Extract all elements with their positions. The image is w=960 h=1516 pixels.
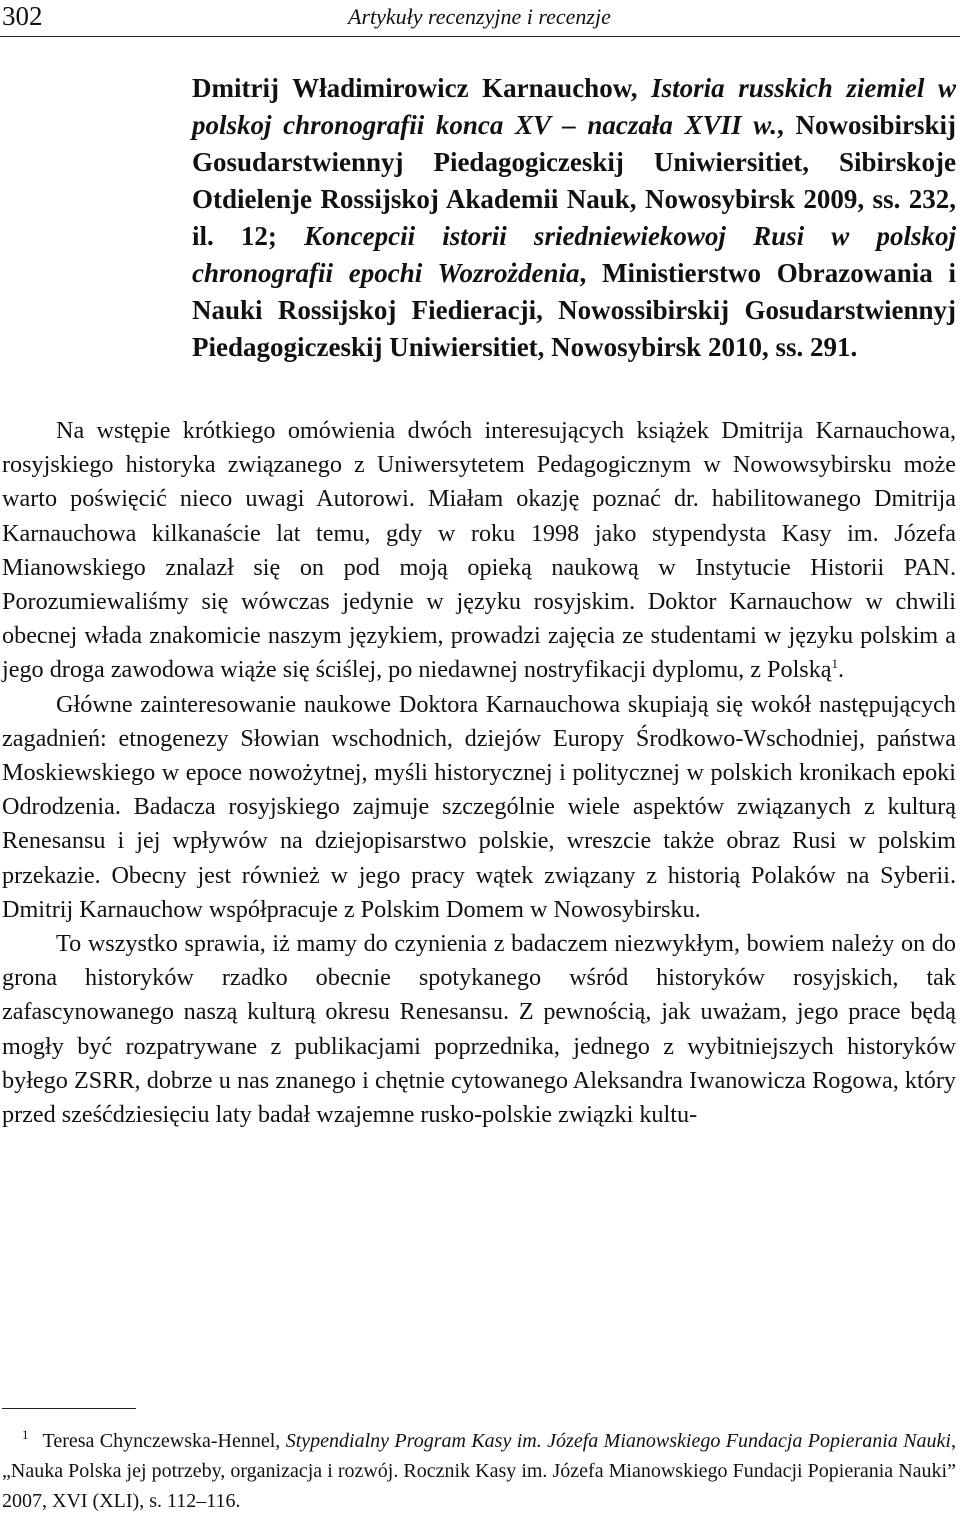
footnote-title: Stypendialny Program Kasy im. Józefa Mianowskiego Fundacja Popierania Nauki [285, 1430, 951, 1452]
running-title: Artykuły recenzyjne i recenzje [348, 4, 611, 29]
biblio-title-2: Koncepcii istorii sriedniewiekowoj Rusi w polskoj chronografii epochi Wozrożdenia [192, 221, 957, 288]
footnote-number: 1 [22, 1427, 29, 1442]
paragraph-1 [2, 414, 956, 688]
paragraph-2: Główne zainteresowanie naukowe Doktora Karnauchowa skupiają się wokół następujących zagadnień: etnogenezy Słowian wschodnich, dziejów Europy Środkowo-Wschodniej, państwa Moskiewskiego w epoce nowożytnej, myśli historycznej i politycznej w polskich kronikach epoki Odrodzenia. Badacza rosyjskiego zajmuje szczególnie wiele aspektów związanych z kulturą Renesansu i jej wpływów na dziejopisarstwo polskie, wreszcie także obraz Rusi w polskim przekazie. Obecny jest również w jego pracy wątek związany z historią Polaków na Syberii. Dmitrij Karnauchow współpracuje z Polskim Domem w Nowosybirsku. [2, 690, 956, 923]
footnote [2, 1426, 956, 1516]
footnote-rule [2, 1408, 136, 1409]
header-rule [0, 36, 960, 37]
running-head [0, 0, 960, 36]
bibliographic-entry [192, 70, 956, 366]
biblio-publisher-1: , Nowosibirskij Gosudarstwiennyj Piedagogiczeskij Uniwiersitiet, Sibirskoje Otdielenje Rossijskoj Akademii Nauk, Nowosybirsk 2009, ss. 232, il. 12; [192, 110, 956, 251]
footnote-author: Teresa Chynczewska-Hennel, [42, 1430, 286, 1452]
paragraph-3: To wszystko sprawia, iż mamy do czynienia z badaczem niezwykłym, bowiem należy on do grona historyków rzadko obecnie spotykanego wśród historyków rosyjskich, tak zafascynowanego naszą kulturą okresu Renesansu. Z pewnością, jak uważam, jego prace będą mogły być rozpatrywane z publikacjami poprzednika, jednego z wybitniejszych historyków byłego ZSRR, dobrze u nas znanego i chętnie cytowanego Aleksandra Iwanowicza Rogowa, który przed sześćdziesięciu laty badał wzajemne rusko-polskie związki kultu- [2, 930, 956, 1129]
paragraph-1-text: Na wstępie krótkiego omówienia dwóch interesujących książek Dmitrija Karnauchowa, rosyjskiego historyka związanego z Uniwersytetem Pedagogicznym w Nowowsybirsku może warto poświęcić nieco uwagi Autorowi. Miałam okazję poznać dr. habilitowanego Dmitrija Karnauchowa kilkanaście lat temu, gdy w roku 1998 jako stypendysta Kasy im. Józefa Mianowskiego znalazł się on pod moją opieką naukową w Instytucie Historii PAN. Porozumiewaliśmy się wówczas jedynie w języku rosyjskim. Doktor Karnauchow w chwili obecnej włada znakomicie naszym językiem, prowadzi zajęcia ze studentami w języku polskim a jego droga zawodowa wiąże się ściślej, po niedawnej nostryfikacji dyplomu, z Polską [2, 417, 956, 684]
footnote-source: , „Nauka Polska jej potrzeby, organizacja i rozwój. Rocznik Kasy im. Józefa Mianowskiego Fundacji Popierania Nauki” 2007, XVI (XLI), s. 112–116. [2, 1430, 956, 1512]
page-number: 302 [2, 1, 43, 31]
biblio-title-1: Istoria russkich ziemiel w polskoj chronografii konca XV – naczała XVII w. [192, 73, 956, 140]
paragraph-1-end: . [838, 656, 845, 684]
review-body [2, 414, 956, 1132]
footnote-ref: 1 [831, 656, 839, 672]
biblio-publisher-2: , Ministierstwo Obrazowania i Nauki Rossijskoj Fiedieracji, Nowossibirskij Gosudarstwiennyj Piedagogiczeskij Uniwiersitiet, Nowosybirsk 2010, ss. 291. [192, 258, 956, 362]
biblio-author: Dmitrij Władimirowicz Karnauchow, [192, 73, 652, 103]
